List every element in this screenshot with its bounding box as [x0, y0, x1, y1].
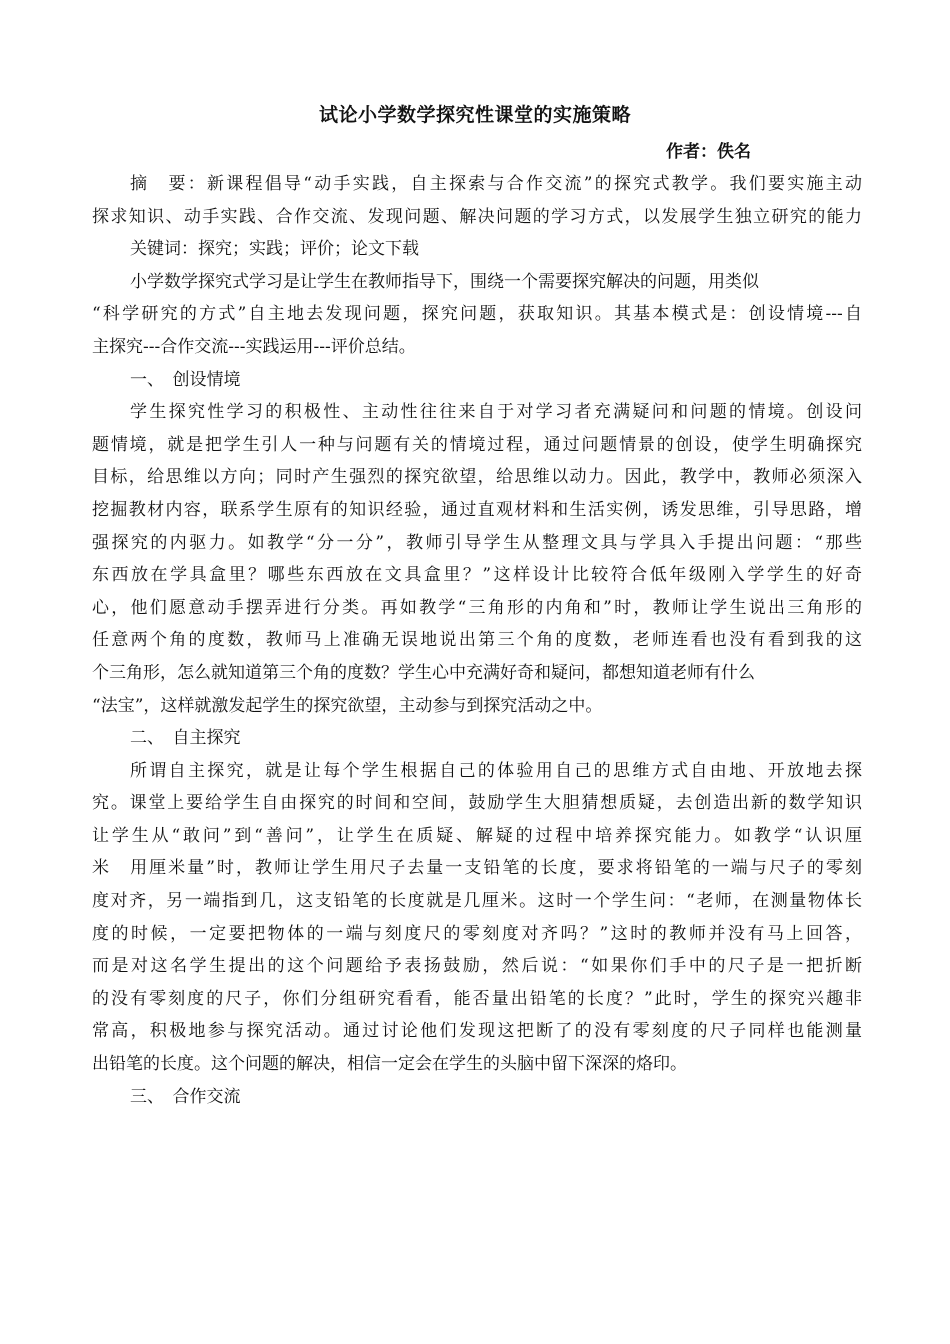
text-line: 度的时候，一定要把物体的一端与刻度尺的零刻度对齐吗？”这时的教师并没有马上回答， [92, 923, 862, 944]
text-line: 目标，给思维以方向；同时产生强烈的探究欲望，给思维以动力。因此，教学中，教师必须深入 [92, 467, 862, 488]
text-line: 一、 创设情境 [130, 369, 241, 390]
text-line: 所谓自主探究，就是让每个学生根据自己的体验用自己的思维方式自由地、开放地去探 [130, 760, 862, 781]
text-line: 常高，积极地参与探究活动。通过讨论他们发现这把断了的没有零刻度的尺子同样也能测量 [92, 1021, 862, 1042]
text-line: 让学生从“敢问”到“善问”，让学生在质疑、解疑的过程中培养探究能力。如教学“认识厘 [92, 825, 862, 846]
text-line: “科学研究的方式”自主地去发现问题，探究问题，获取知识。其基本模式是：创设情境---自 [92, 304, 862, 325]
text-line: 探求知识、动手实践、合作交流、发现问题、解决问题的学习方式，以发展学生独立研究的能力 [92, 206, 862, 227]
text-line: 强探究的内驱力。如教学“分一分”，教师引导学生从整理文具与学具入手提出问题：“那些 [92, 532, 862, 553]
text-line: 主探究---合作交流---实践运用---评价总结。 [92, 336, 416, 357]
text-line: 三、 合作交流 [130, 1086, 241, 1107]
text-line: 而是对这名学生提出的这个问题给予表扬鼓励，然后说：“如果你们手中的尺子是一把折断 [92, 956, 862, 977]
text-line: 二、 自主探究 [130, 728, 241, 749]
text-line: 题情境，就是把学生引人一种与问题有关的情境过程，通过问题情景的创设，使学生明确探究 [92, 434, 862, 455]
text-line: 出铅笔的长度。这个问题的解决，相信一定会在学生的头脑中留下深深的烙印。 [92, 1054, 687, 1075]
text-line: 米 用厘米量”时，教师让学生用尺子去量一支铅笔的长度，要求将铅笔的一端与尺子的零刻 [92, 858, 862, 879]
text-line: 任意两个角的度数，教师马上准确无误地说出第三个角的度数，老师连看也没有看到我的这 [92, 630, 862, 651]
text-line: 心，他们愿意动手摆弄进行分类。再如教学“三角形的内角和”时，教师让学生说出三角形的 [92, 597, 862, 618]
text-line: 小学数学探究式学习是让学生在教师指导下，围绕一个需要探究解决的问题，用类似 [130, 271, 759, 292]
text-line: 究。课堂上要给学生自由探究的时间和空间，鼓励学生大胆猜想质疑，去创造出新的数学知识 [92, 793, 862, 814]
text-line: 挖掘教材内容，联系学生原有的知识经验，通过直观材料和生活实例，诱发思维，引导思路，增 [92, 499, 862, 520]
text-line: 学生探究性学习的积极性、主动性往往来自于对学习者充满疑问和问题的情境。创设问 [130, 402, 862, 423]
text-line: 东西放在学具盒里？哪些东西放在文具盒里？”这样设计比较符合低年级刚入学学生的好奇 [92, 565, 862, 586]
document-title: 试论小学数学探究性课堂的实施策略 [318, 104, 631, 126]
document-body [92, 168, 862, 1113]
text-line: 个三角形，怎么就知道第三个角的度数？学生心中充满好奇和疑问，都想知道老师有什么 [92, 662, 755, 683]
text-line: 摘 要：新课程倡导“动手实践，自主探索与合作交流”的探究式教学。我们要实施主动 [130, 174, 862, 194]
text-line: 关键词：探究；实践；评价；论文下载 [130, 239, 419, 260]
text-line: 的没有零刻度的尺子，你们分组研究看看，能否量出铅笔的长度？”此时，学生的探究兴趣非 [92, 988, 862, 1009]
text-line: 度对齐，另一端指到几，这支铅笔的长度就是几厘米。这时一个学生问：“老师，在测量物体长 [92, 891, 862, 912]
author-line: 作者：佚名 [666, 142, 751, 162]
text-line: “法宝”，这样就激发起学生的探究欲望，主动参与到探究活动之中。 [92, 695, 603, 716]
